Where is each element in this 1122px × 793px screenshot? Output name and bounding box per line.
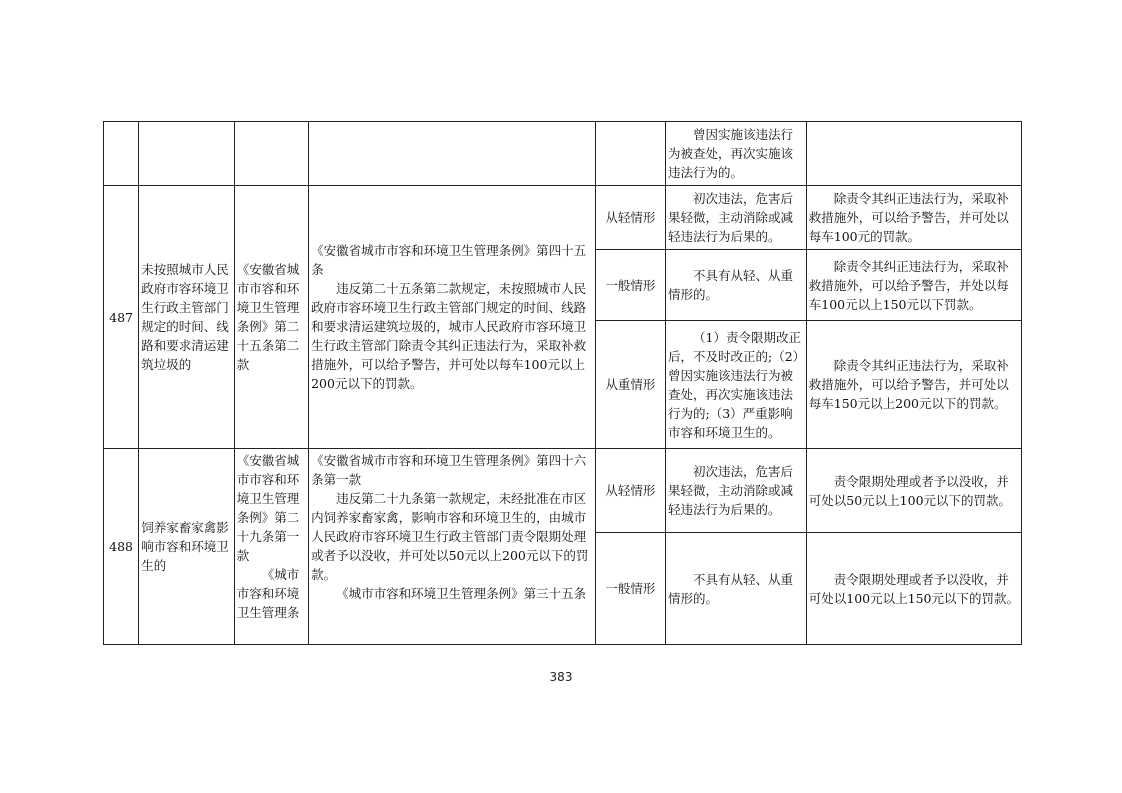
penalty-cell (806, 250, 1021, 321)
penalty-cell (806, 186, 1021, 250)
table-row (104, 186, 1022, 250)
condition-cell (666, 122, 807, 186)
condition-cell (666, 250, 807, 321)
penalty-text: 除责令其纠正违法行为，采取补救措施外，可以给予警告，并可处以每车150元以上200元以下的罚款。 (808, 358, 1009, 411)
rule-heading: 《安徽省城市市容和环境卫生管理条例》第四十五条 (311, 243, 587, 277)
condition-text: 不具有从轻、从重情形的。 (668, 268, 794, 302)
penalty-cell (806, 533, 1021, 645)
item-number: 488 (104, 449, 139, 645)
cell-empty (595, 122, 665, 186)
rule-heading: 《安徽省城市市容和环境卫生管理条例》第四十六条第一款 (311, 453, 587, 487)
condition-text: 初次违法，危害后果轻微，主动消除或减轻违法行为后果的。 (668, 191, 794, 244)
penalty-text: 责令限期处理或者予以没收，并可处以50元以上100元以下的罚款。 (808, 473, 1012, 508)
penalty-text: 除责令其纠正违法行为，采取补救措施外，可以给予警告，并可处以每车100元的罚款。 (808, 191, 1009, 244)
penalty-discretion-table (103, 121, 1022, 645)
legal-basis: 《安徽省城市市容和环境卫生管理条例》第二十五条第二款 (234, 186, 308, 449)
penalty-rule (309, 449, 596, 645)
rule-text: 《城市市容和环境卫生管理条例》第三十五条 (336, 586, 587, 601)
basis-line: 《城市市容和环境卫生管理条 (236, 567, 300, 620)
cell-empty (104, 122, 139, 186)
rule-text: 违反第二十五条第二款规定，未按照城市人民政府市容环境卫生行政主管部门规定的时间、线路和要求清运建筑垃圾的，城市人民政府市容环境卫生行政主管部门除责令其纠正违法行为，采取补救措施外，可以给予警告，并可处以每车100元以上200元以下的罚款。 (311, 281, 587, 391)
penalty-text: 除责令其纠正违法行为，采取补救措施外，可以给予警告，并处以每车100元以上150元以下罚款。 (808, 258, 1009, 312)
penalty-cell (806, 321, 1021, 449)
condition-cell (666, 533, 807, 645)
continuation-row (104, 122, 1022, 186)
penalty-cell (806, 449, 1021, 533)
item-number: 487 (104, 186, 139, 449)
rule-text: 违反第二十九条第一款规定，未经批准在市区内饲养家畜家禽，影响市容和环境卫生的，由城市人民政府市容环境卫生行政主管部门责令限期处理或者予以没收，并可处以50元以上200元以下的罚款。 (311, 491, 589, 582)
condition-text: 初次违法，危害后果轻微，主动消除或减轻违法行为后果的。 (668, 464, 794, 517)
violation-name: 未按照城市人民政府市容环境卫生行政主管部门规定的时间、线路和要求清运建筑垃圾的 (139, 186, 235, 449)
cell-empty (234, 122, 308, 186)
level-label: 一般情形 (595, 533, 665, 645)
level-label: 一般情形 (595, 250, 665, 321)
condition-cell (666, 186, 807, 250)
condition-text: 不具有从轻、从重情形的。 (668, 571, 794, 606)
level-label: 从轻情形 (595, 449, 665, 533)
cell-empty (139, 122, 235, 186)
violation-name: 饲养家畜家禽影响市容和环境卫生的 (139, 449, 235, 645)
condition-text: 曾因实施该违法行为被查处，再次实施该违法行为的。 (668, 127, 794, 180)
penalty-text: 责令限期处理或者予以没收，并可处以100元以上150元以下的罚款。 (808, 571, 1019, 606)
legal-basis (234, 449, 308, 645)
condition-cell (666, 321, 807, 449)
condition-cell (666, 449, 807, 533)
cell-empty (806, 122, 1021, 186)
page-number: 383 (549, 670, 573, 684)
penalty-rule (309, 186, 596, 449)
level-label: 从重情形 (595, 321, 665, 449)
level-label: 从轻情形 (595, 186, 665, 250)
condition-text: （1）责令限期改正后，不及时改正的;（2）曾因实施该违法行为被查处，再次实施该违法行为的;（3）严重影响市容和环境卫生的。 (668, 329, 801, 440)
table-row (104, 449, 1022, 533)
cell-empty (309, 122, 596, 186)
basis-line: 《安徽省城市市容和环境卫生管理条例》第二十九条第一款 (236, 453, 300, 563)
